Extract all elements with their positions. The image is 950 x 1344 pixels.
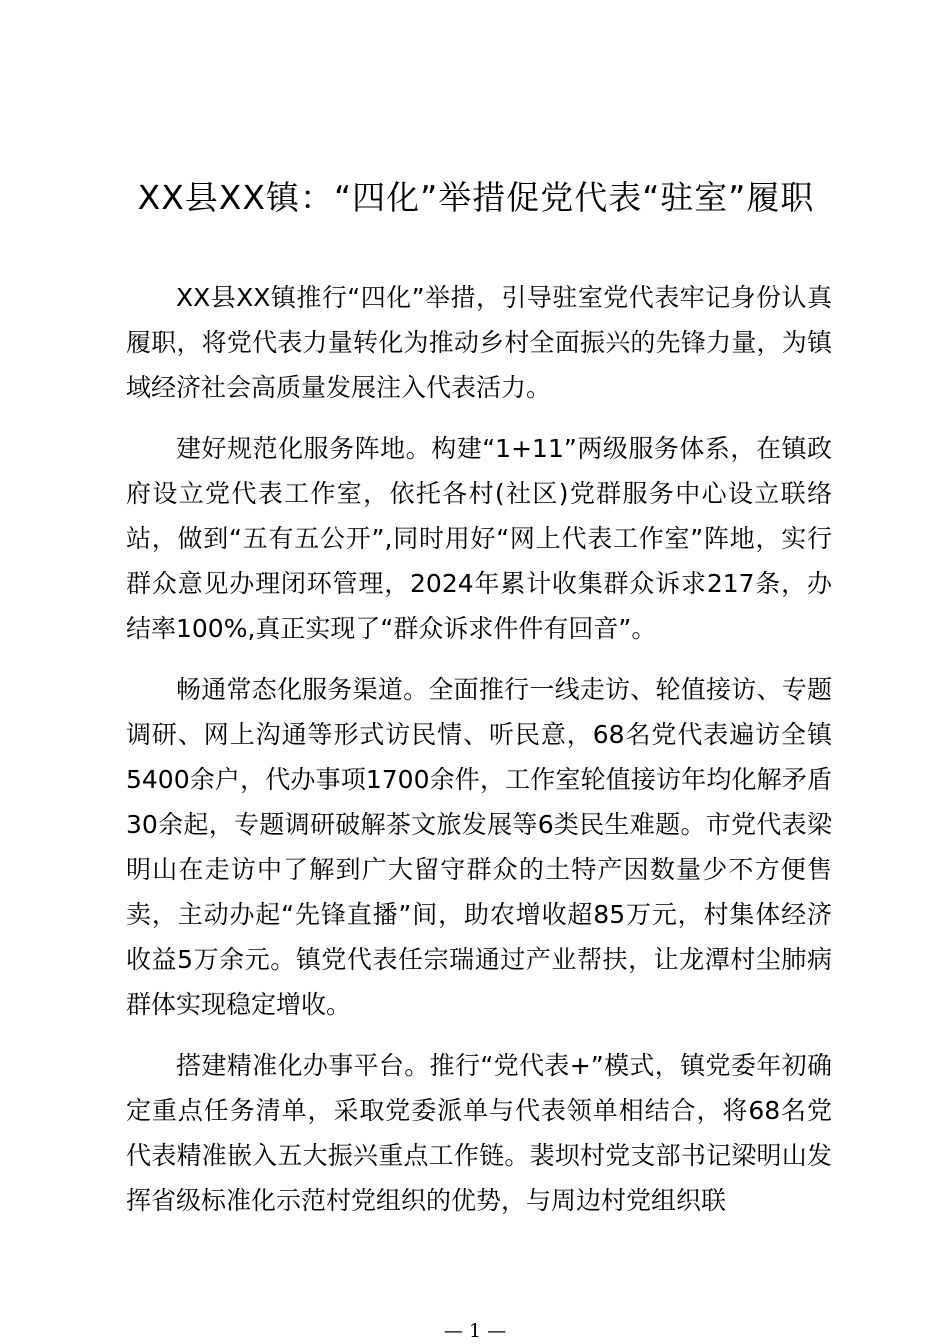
page-number: — 1 —: [443, 1320, 507, 1342]
paragraph-service-channel: 畅通常态化服务渠道。全面推行一线走访、轮值接访、专题调研、网上沟通等形式访民情、听民意，68名党代表遍访全镇5400余户，代办事项1700余件，工作室轮值接访年均化解矛盾30余起，专题调研破解茶文旅发展等6类民生难题。市党代表梁明山在走访中了解到广大留守群众的土特产因数量少不方便售卖，主动办起“先锋直播”间，助农增收超85万元，村集体经济收益5万余元。镇党代表任宗瑞通过产业帮扶，让龙潭村尘肺病群体实现稳定增收。: [126, 675, 832, 1019]
document-title: XX县XX镇：“四化”举措促党代表“驻室”履职: [137, 178, 815, 217]
document-body: [126, 275, 832, 1239]
paragraph-service-platform: 搭建精准化办事平台。推行“党代表+”模式，镇党委年初确定重点任务清单，采取党委派单与代表领单相结合，将68名党代表精准嵌入五大振兴重点工作链。裴坝村党支部书记梁明山发挥省级标准化示范村党组织的优势，与周边村党组织联: [126, 1051, 832, 1215]
paragraph-intro: XX县XX镇推行“四化”举措，引导驻室党代表牢记身份认真履职，将党代表力量转化为推动乡村全面振兴的先锋力量，为镇域经济社会高质量发展注入代表活力。: [126, 283, 832, 402]
paragraph-service-position: 建好规范化服务阵地。构建“1+11”两级服务体系，在镇政府设立党代表工作室，依托各村(社区)党群服务中心设立联络站，做到“五有五公开”,同时用好“网上代表工作室”阵地，实行群众意见办理闭环管理，2024年累计收集群众诉求217条，办结率100%,真正实现了“群众诉求件件有回音”。: [126, 434, 832, 643]
